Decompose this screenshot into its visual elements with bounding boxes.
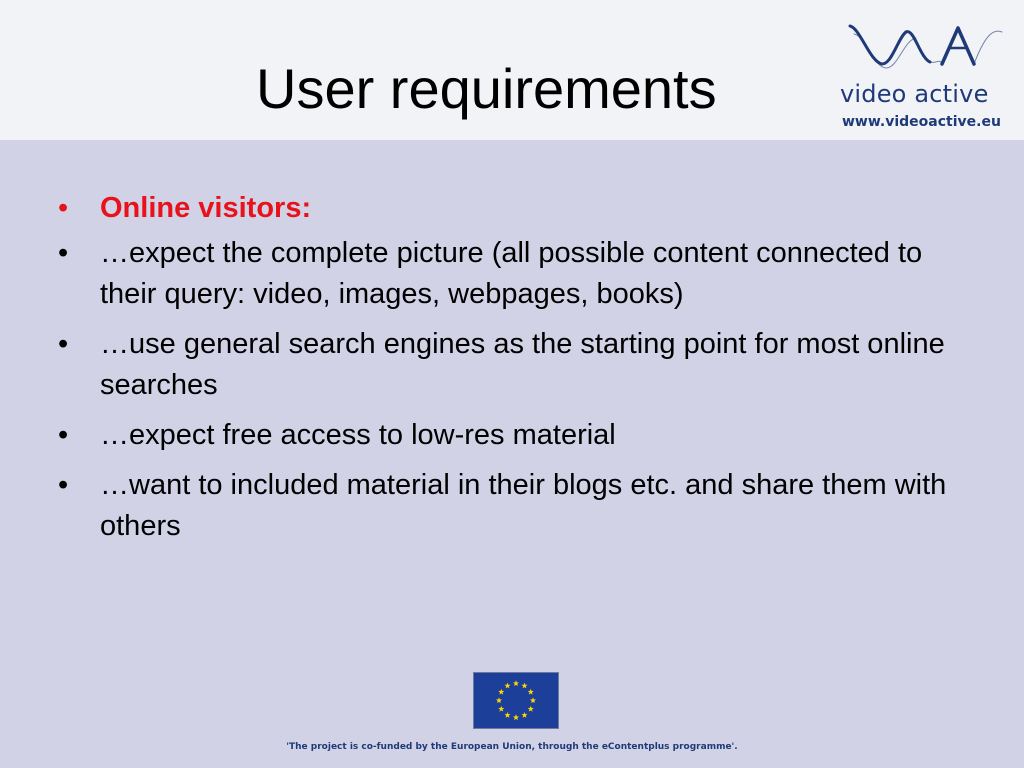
footer-note: 'The project is co-funded by the European Union, through the eContentplus programme'. xyxy=(286,742,738,752)
bullet-text: …want to included material in their blogs etc. and share them with others xyxy=(100,469,947,542)
bullet-list xyxy=(58,188,968,556)
bullet-marker: • xyxy=(58,419,69,451)
eu-star-icon xyxy=(528,689,534,695)
bullet-marker: • xyxy=(58,237,69,269)
eu-flag-icon xyxy=(473,672,559,729)
eu-star-icon xyxy=(521,712,527,718)
eu-star-icon xyxy=(513,714,519,720)
bullet-marker: • xyxy=(58,328,69,360)
eu-star-icon xyxy=(504,683,510,689)
eu-star-icon xyxy=(504,712,510,718)
eu-star-icon xyxy=(513,680,519,686)
eu-stars xyxy=(474,673,558,728)
bullet-item xyxy=(58,188,968,229)
eu-star-icon xyxy=(498,689,504,695)
bullet-item xyxy=(58,324,968,406)
bullet-text: …use general search engines as the starting point for most online searches xyxy=(100,328,945,401)
logo-url: www.videoactive.eu xyxy=(842,114,1001,130)
eu-star-icon xyxy=(498,706,504,712)
eu-star-icon xyxy=(528,706,534,712)
eu-star-icon xyxy=(530,697,536,703)
eu-star-icon xyxy=(496,697,502,703)
bullet-text: …expect the complete picture (all possible content connected to their query: video, images, webpages, books) xyxy=(100,237,923,310)
slide-header xyxy=(0,0,1024,140)
bullet-text: …expect free access to low-res material xyxy=(100,419,616,451)
slide-title: User requirements xyxy=(256,57,717,120)
bullet-item xyxy=(58,465,968,547)
video-active-logo xyxy=(836,18,1016,128)
bullet-marker: • xyxy=(58,469,69,501)
bullet-item xyxy=(58,233,968,315)
logo-name: video active xyxy=(840,80,989,108)
bullet-text: Online visitors: xyxy=(100,192,312,224)
bullet-item xyxy=(58,415,968,456)
video-active-wave-icon xyxy=(846,18,1006,78)
eu-star-icon xyxy=(521,683,527,689)
bullet-marker: • xyxy=(58,192,69,224)
